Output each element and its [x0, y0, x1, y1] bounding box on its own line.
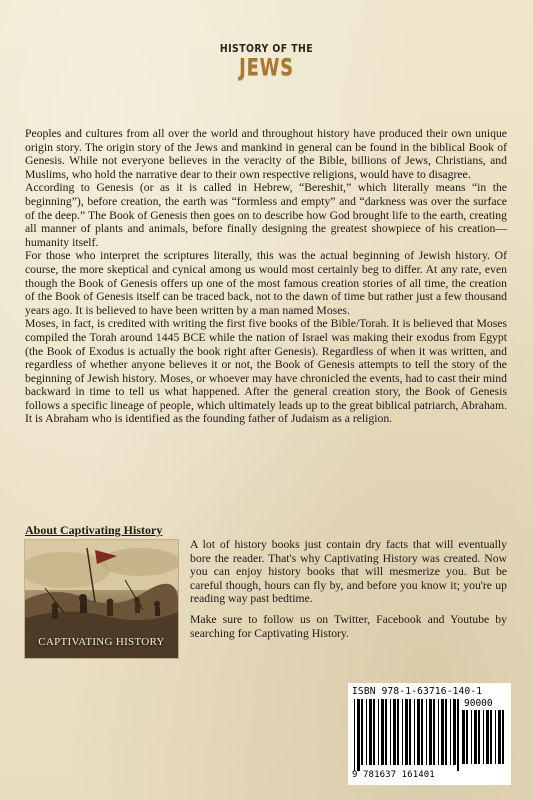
description-paragraph-3: For those who interpret the scriptures literally, this was the actual beginning of Jewish history. Of course, the more skeptical and cynical among us would most certainly beg to differ. At any rate, even though the Book of Genesis offers up one of the most famous creation stories of all time, the creation of the Book of Genesis itself can be traced back, not to the dawn of time but rather just a few thousand years ago. It is believed to have been written by a man named Moses. [25, 249, 507, 317]
description-paragraph-4: Moses, in fact, is credited with writing the first five books of the Bible/Torah. It is believed that Moses compiled the Torah around 1445 BCE while the nation of Israel was making their exodus from Egypt (the Book of Exodus is actually the book right after Genesis). Regardless of when it was written, and regardless of whether anyone believes it or not, the Book of Genesis attempts to tell the story of the beginning of Jewish history. Moses, or whoever may have chronicled the events, had to cast their mind backward in time to tell us what happened. After the general creation story, the Book of Genesis follows a specific lineage of people, which ultimately leads up to the great biblical patriarch, Abraham. It is Abraham who is identified as the founding father of Judaism as a religion. [25, 317, 507, 426]
barcode-bar [495, 710, 496, 764]
barcode-bar [409, 699, 411, 765]
isbn-barcode [348, 683, 511, 785]
barcode-bar [402, 699, 403, 765]
barcode-bar [397, 699, 399, 765]
barcode-bar [478, 710, 480, 764]
barcode-bar [390, 699, 391, 765]
cover-title [0, 42, 533, 81]
about-description [190, 538, 507, 647]
barcode-bar [357, 699, 360, 771]
ean13-bars [354, 699, 460, 771]
barcode-bar [502, 710, 504, 764]
about-paragraph-1: A lot of history books just contain dry facts that will eventually bore the reader. That's why Captivating History was created. Now you can enjoy history books that will mesmerize you. But be careful though, hours can fly by, and before you know it; you're up reading way past bedtime. [190, 538, 507, 606]
barcode-bar [393, 699, 396, 765]
barcode-bar [381, 699, 384, 765]
barcode-bar [466, 710, 468, 764]
barcode-bar [426, 699, 427, 765]
barcode-bar [417, 699, 420, 765]
barcode-bar [453, 699, 456, 765]
barcode-bar [457, 699, 459, 771]
barcode-bar [433, 699, 435, 765]
barcode-bar [438, 699, 439, 765]
about-heading: About Captivating History [25, 523, 163, 537]
barcode-bar [471, 710, 472, 764]
barcode-bar [483, 710, 484, 764]
barcode-bar [441, 699, 444, 765]
promo-image-caption: CAPTIVATING HISTORY [38, 636, 165, 648]
barcode-bar [354, 699, 355, 771]
barcode-bar [361, 699, 363, 765]
barcode-bar [450, 699, 451, 765]
isbn-number: ISBN 978-1-63716-140-1 [352, 686, 483, 697]
barcode-bar [490, 710, 492, 764]
book-description [25, 127, 507, 426]
barcode-bar [378, 699, 379, 765]
barcode-bar [445, 699, 447, 765]
barcode-bar [429, 699, 432, 765]
barcode-bar [405, 699, 408, 765]
barcode-digits: 9 781637 161401 [352, 770, 435, 780]
publisher-promo-image [25, 540, 178, 658]
barcode-bar [462, 710, 465, 764]
description-paragraph-2: According to Genesis (or as it is called in Hebrew, “Bereshit,” which literally means “in the beginning”), before creation, the earth was “formless and empty” and “darkness was over the surface of the deep.” The Book of Genesis then goes on to describe how God brought life to the earth, creating all manner of plants and animals, before finally designing the greatest showpiece of his creation—humanity itself. [25, 181, 507, 249]
title-main-word: JEWS [239, 55, 294, 81]
barcode-addon-number: 90000 [464, 698, 493, 709]
title-top-line: HISTORY OF THE [219, 42, 314, 55]
description-paragraph-1: Peoples and cultures from all over the world and throughout history have produced their own unique origin story. The origin story of the Jews and mankind in general can be found in the biblical Book of Genesis. While not everyone believes in the veracity of the Bible, billions of Jews, Christians, and Muslims, who hold the narrative dear to their own respective religions, would have to disagree. [25, 127, 507, 181]
barcode-bar [486, 710, 489, 764]
about-paragraph-2: Make sure to follow us on Twitter, Facebook and Youtube by searching for Captivating History. [190, 612, 507, 640]
barcode-bar [385, 699, 387, 765]
barcode-bar [369, 699, 372, 765]
barcode-bar [414, 699, 415, 765]
barcode-bar [498, 710, 501, 764]
barcode-bar [421, 699, 423, 765]
barcode-bar [366, 699, 367, 765]
barcode-bar [474, 710, 477, 764]
barcode-bar [373, 699, 375, 765]
addon-bars [462, 710, 506, 770]
